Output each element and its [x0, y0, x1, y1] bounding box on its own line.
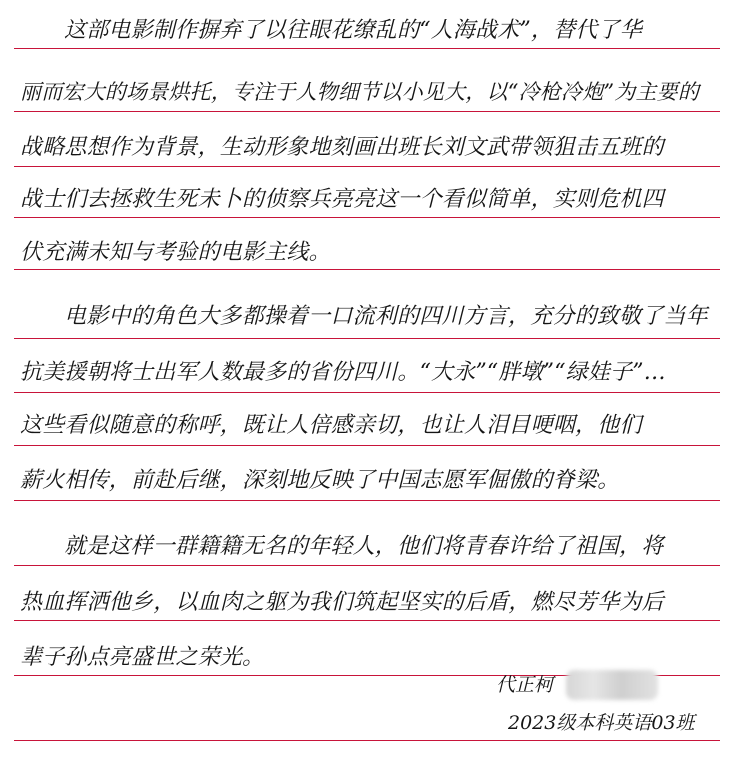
paragraph-1-line-3: 战略思想作为背景，生动形象地刻画出班长刘文武带领狙击五班的 [20, 135, 664, 160]
ruled-line [14, 500, 720, 501]
signature-name: 代正柯 [496, 674, 554, 696]
ruled-line [14, 392, 720, 393]
paragraph-3-line-1: 就是这样一群籍籍无名的年轻人，他们将青春许给了祖国，将 [64, 534, 664, 559]
paragraph-1-line-4: 战士们去拯救生死未卜的侦察兵亮亮这一个看似简单，实则危机四 [20, 187, 664, 212]
redacted-name-blur [566, 670, 658, 700]
ruled-line [14, 620, 720, 621]
paragraph-2-line-4: 薪火相传，前赴后继，深刻地反映了中国志愿军倔傲的脊梁。 [20, 468, 620, 493]
ruled-line [14, 565, 720, 566]
paragraph-2-line-3: 这些看似随意的称呼，既让人倍感亲切，也让人泪目哽咽，他们 [20, 413, 642, 438]
ruled-line [14, 445, 720, 446]
paragraph-3-line-2: 热血挥洒他乡，以血肉之躯为我们筑起坚实的后盾，燃尽芳华为后 [20, 590, 664, 615]
ruled-line [14, 48, 720, 49]
paragraph-2-line-2: 抗美援朝将士出军人数最多的省份四川。“大永”“胖墩”“绿娃子”… [20, 360, 666, 385]
ruled-line [14, 217, 720, 218]
paragraph-2-line-1: 电影中的角色大多都操着一口流利的四川方言，充分的致敬了当年 [64, 304, 708, 329]
ruled-line [14, 111, 720, 112]
ruled-line [14, 269, 720, 270]
paragraph-1-line-5: 伏充满未知与考验的电影主线。 [20, 240, 331, 265]
paragraph-3-line-3: 辈子孙点亮盛世之荣光。 [20, 645, 265, 670]
ruled-line [14, 740, 720, 741]
ruled-line [14, 338, 720, 339]
ruled-line [14, 166, 720, 167]
paragraph-1-line-2: 丽而宏大的场景烘托，专注于人物细节以小见大，以“冷枪冷炮”为主要的 [20, 80, 700, 104]
paragraph-1-line-1: 这部电影制作摒弃了以往眼花缭乱的“人海战术”，替代了华 [64, 18, 642, 43]
signature-class-info: 2023级本科英语03班 [508, 712, 695, 734]
